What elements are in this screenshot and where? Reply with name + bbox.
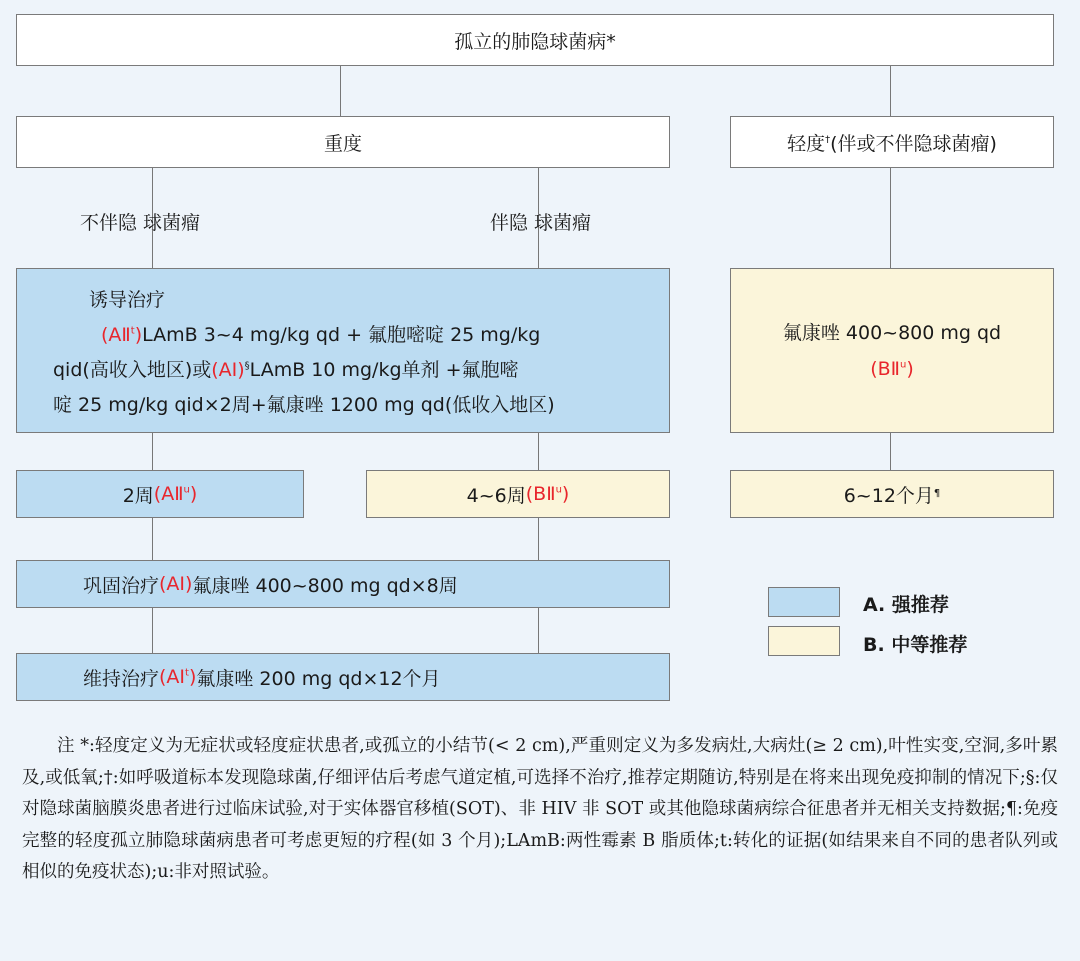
root-title: 孤立的肺隐球菌病* bbox=[454, 30, 616, 53]
legend-moderate-label: B. 中等推荐 bbox=[863, 634, 968, 656]
severe-title: 重度 bbox=[323, 132, 362, 155]
legend-strong-label: A. 强推荐 bbox=[863, 594, 949, 616]
branch-label-without-cryptococcoma: 不伴隐 球菌瘤 bbox=[80, 212, 201, 234]
legend-moderate-swatch bbox=[768, 626, 840, 656]
consolidation-box bbox=[16, 560, 670, 608]
connector-consolidation-maintenance-left bbox=[152, 608, 153, 653]
induction-line-1: (AⅡ$^t$)LAmB 3~4 mg/kg qd + 氟胞嘧啶 25 mg/kg bbox=[101, 324, 541, 346]
legend-strong-swatch bbox=[768, 587, 840, 617]
connector-root-mild bbox=[890, 66, 891, 116]
duration-46w-box bbox=[366, 470, 670, 518]
induction-box bbox=[16, 268, 670, 433]
induction-line-2: qid(高收入地区)或(AⅠ)§LAmB 10 mg/kg单剂 +氟胞嘧 bbox=[53, 359, 519, 381]
mild-treatment-box bbox=[730, 268, 1054, 433]
maintenance-text: 氟康唑 200 mg qd×12个月 bbox=[196, 667, 441, 690]
duration-2w-text: 2周 bbox=[122, 484, 154, 507]
connector-mild-duration bbox=[890, 433, 891, 470]
mild-title: 轻度†(伴或不伴隐球菌瘤) bbox=[787, 132, 997, 155]
severe-box bbox=[16, 116, 670, 168]
connector-46w-consolidation bbox=[538, 518, 539, 560]
mild-treatment-text: 氟康唑 400~800 mg qd bbox=[782, 321, 1002, 344]
connector-induction-2w bbox=[152, 433, 153, 470]
connector-mild-treatment bbox=[890, 168, 891, 268]
duration-46w-grade: (BⅡ$^u$) bbox=[525, 483, 570, 505]
duration-mild-box: 6~12个月 ¶ bbox=[730, 470, 1054, 518]
induction-title: 诱导治疗 bbox=[89, 289, 166, 311]
duration-46w-text: 4~6周 bbox=[466, 484, 526, 507]
duration-2w-box bbox=[16, 470, 304, 518]
mild-box bbox=[730, 116, 1054, 168]
connector-root-severe bbox=[340, 66, 341, 116]
induction-line-3: 啶 25 mg/kg qid×2周+氟康唑 1200 mg qd(低收入地区) bbox=[53, 394, 555, 416]
consolidation-label: 巩固治疗 bbox=[83, 574, 160, 597]
mild-treatment-grade: (BⅡ$^u$) bbox=[870, 357, 914, 380]
footnote: 注 *:轻度定义为无症状或轻度症状患者,或孤立的小结节(< 2 cm),严重则定义为多发病灶,大病灶(≥ 2 cm),叶性实变,空洞,多叶累及,或低氧;†:如呼吸道标本发现隐球菌,仔细评估后考虑气道定植,可选择不治疗,推荐定期随访,特别是在将来出现免疫抑制的情况下;§:仅对隐球菌脑膜炎患者进行过临床试验,对于实体器官移植(SOT)、非 HIV 非 SOT 或其他隐球菌病综合征患者并无相关支持数据;¶:免疫完整的轻度孤立肺隐球菌病患者可考虑更短的疗程(如 3 个月);LAmB:两性霉素 B 脂质体;t:转化的证据(如结果来自不同的患者队列或相似的免疫状态);u:非对照试验。 bbox=[22, 736, 1058, 882]
consolidation-grade: (AⅠ) bbox=[159, 573, 193, 595]
maintenance-grade: (AⅠ$^t$) bbox=[159, 666, 197, 688]
maintenance-box bbox=[16, 653, 670, 701]
connector-consolidation-maintenance-right bbox=[538, 608, 539, 653]
maintenance-label: 维持治疗 bbox=[83, 667, 160, 690]
branch-label-with-cryptococcoma: 伴隐 球菌瘤 bbox=[490, 212, 592, 234]
connector-induction-46w bbox=[538, 433, 539, 470]
duration-2w-grade: (AⅡ$^u$) bbox=[153, 483, 198, 505]
connector-2w-consolidation bbox=[152, 518, 153, 560]
consolidation-text: 氟康唑 400~800 mg qd×8周 bbox=[192, 574, 458, 597]
root-box bbox=[16, 14, 1054, 66]
duration-mild-text: 6~12个月 bbox=[843, 484, 934, 507]
